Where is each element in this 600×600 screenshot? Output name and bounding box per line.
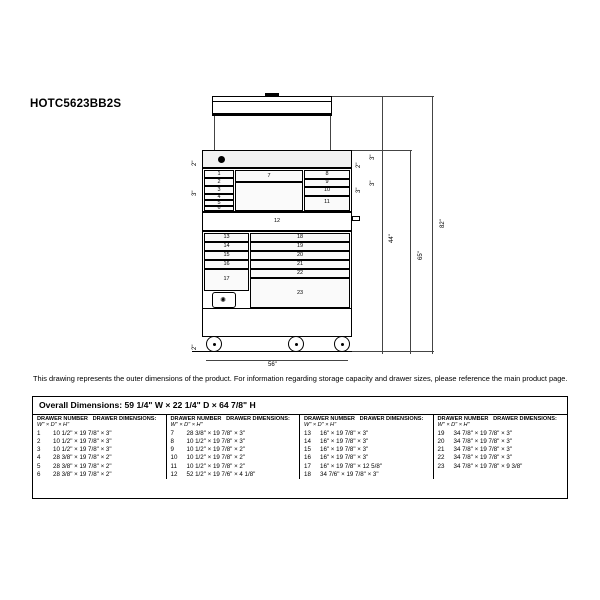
- drawing-note: This drawing represents the outer dimensions of the product. For information regarding storage capacity and drawer sizes, please reference the main product page.: [33, 374, 568, 383]
- cell-number: 6: [37, 470, 41, 478]
- overall-dimensions-value: 59 1/4" W × 22 1/4" D × 64 7/8" H: [124, 400, 256, 410]
- cell-number: 13: [304, 429, 311, 437]
- table-row: [171, 454, 296, 462]
- cell-number: 12: [170, 470, 178, 478]
- drawer-number-21: 21: [296, 261, 304, 267]
- lid-handle: [265, 93, 279, 96]
- cell-number: 3: [37, 446, 41, 454]
- drawer-number-16: 16: [223, 261, 230, 267]
- cell-dims: 10 1/2" × 19 7/8" × 3": [53, 429, 112, 437]
- drawer-number-14: 14: [223, 243, 230, 249]
- cell-number: 14: [304, 438, 311, 446]
- dim-small-3: 3": [356, 187, 362, 193]
- dim-small-4: 2": [356, 162, 362, 168]
- cell-number: 7: [170, 429, 174, 437]
- column-header-dims-sub-2: W" × D" × H": [170, 422, 203, 429]
- cell-dims: 28 3/8" × 19 7/8" × 2": [53, 454, 112, 462]
- cell-dims: 16" × 19 7/8" × 3": [320, 429, 369, 437]
- cell-number: 4: [37, 454, 41, 462]
- lid-hinge: [212, 114, 332, 116]
- table-column-1: [33, 415, 167, 479]
- table-row: [171, 471, 296, 479]
- drawer-number-13: 13: [223, 234, 230, 240]
- table-row: [438, 454, 564, 462]
- cell-dims: 34 7/8" × 19 7/8" × 3": [453, 429, 513, 437]
- cell-number: 22: [437, 454, 445, 462]
- table-row: [304, 430, 429, 438]
- drawer-number-18: 18: [296, 234, 304, 240]
- cell-dims: 16" × 19 7/8" × 12 5/8": [320, 462, 382, 470]
- drawer-number-11: 11: [324, 199, 330, 205]
- column-header-3: [304, 416, 429, 429]
- cell-number: 2: [37, 438, 41, 446]
- cell-dims: 10 1/2" × 19 7/8" × 3": [53, 446, 112, 454]
- cell-dims: 34 7/8" × 19 7/8" × 9 3/8": [453, 462, 523, 470]
- table-row: [37, 446, 162, 454]
- drawer-number-20: 20: [296, 252, 304, 258]
- overall-dimensions-label: Overall Dimensions:: [39, 400, 123, 410]
- table-row: [171, 463, 296, 471]
- drawer-number-6: 6: [217, 205, 221, 211]
- drawer-number-8: 8: [325, 171, 329, 177]
- table-columns: [33, 415, 567, 479]
- cell-dims: 28 3/8" × 19 7/8" × 3": [186, 429, 246, 437]
- column-header-dims-2: DRAWER DIMENSIONS:: [226, 416, 290, 422]
- drawer-7b: [235, 182, 303, 211]
- caster-left: [206, 336, 222, 352]
- cell-dims: 10 1/2" × 19 7/8" × 3": [53, 438, 112, 446]
- dim-chest-height: 44": [389, 234, 395, 243]
- drawer-number-5: 5: [217, 200, 221, 206]
- dim-small-7: 2": [192, 344, 198, 350]
- table-row: [438, 463, 564, 471]
- ext-line-right-1: [382, 96, 383, 354]
- dim-width-bottom: 56": [268, 362, 277, 368]
- table-row: [37, 438, 162, 446]
- table-row: [37, 471, 162, 479]
- chest-lid-open: [212, 96, 332, 114]
- table-row: [37, 454, 162, 462]
- table-row: [438, 438, 564, 446]
- drawer-number-7: 7: [267, 173, 271, 179]
- product-drawing: [170, 88, 470, 368]
- column-header-number-1: DRAWER NUMBER: [37, 416, 88, 422]
- drawer-number-10: 10: [323, 187, 331, 193]
- cell-dims: 28 3/8" × 19 7/8" × 2": [53, 462, 112, 470]
- ext-line-mid: [352, 150, 412, 151]
- column-header-number-3: DRAWER NUMBER: [304, 416, 355, 422]
- drawer-number-2: 2: [217, 179, 221, 185]
- cell-dims: 34 7/8" × 19 7/8" × 3": [453, 454, 513, 462]
- caster-center: [288, 336, 304, 352]
- cell-dims: 10 1/2" × 19 7/8" × 2": [186, 454, 246, 462]
- cell-dims: 16" × 19 7/8" × 3": [320, 454, 369, 462]
- overall-dimensions: [39, 400, 256, 410]
- column-header-number-2: DRAWER NUMBER: [170, 416, 222, 422]
- cell-number: 16: [304, 454, 311, 462]
- drawer-number-1: 1: [217, 171, 221, 177]
- cell-number: 5: [37, 462, 41, 470]
- table-row: [438, 430, 564, 438]
- lid-line: [212, 101, 332, 102]
- dim-small-2: 3": [192, 190, 198, 196]
- table-body-3: [304, 430, 429, 479]
- table-row: [171, 438, 296, 446]
- dim-cabinet-height: 65": [418, 251, 424, 260]
- drawer-number-12: 12: [273, 218, 281, 224]
- cell-dims: 10 1/2" × 19 7/8" × 2": [186, 462, 246, 470]
- drawer-number-9: 9: [325, 179, 329, 185]
- cell-number: 23: [437, 462, 445, 470]
- ext-line-right-2: [410, 150, 411, 354]
- drawer-number-15: 15: [223, 252, 230, 258]
- table-row: [304, 446, 429, 454]
- cell-number: 10: [170, 454, 178, 462]
- chest-top-knob: [218, 156, 225, 163]
- ext-line-right-3: [432, 96, 433, 354]
- column-header-1: [37, 416, 162, 429]
- cell-dims: 34 7/8" × 19 7/8" × 3": [453, 446, 513, 454]
- cell-number: 8: [170, 438, 174, 446]
- ext-line-bottom: [352, 351, 434, 352]
- cell-dims: 34 7/8" × 19 7/8" × 3": [453, 438, 513, 446]
- table-body-2: [171, 430, 296, 479]
- caster-right: [334, 336, 350, 352]
- drawer-number-23: 23: [296, 290, 304, 296]
- dim-small-5: 3": [370, 180, 376, 186]
- dimension-table: [32, 396, 568, 499]
- table-row: [304, 471, 429, 479]
- cell-dims: 28 3/8" × 19 7/8" × 2": [53, 470, 112, 478]
- ext-line-top: [332, 96, 434, 97]
- table-row: [171, 446, 296, 454]
- cell-dims: 10 1/2" × 19 7/8" × 2": [186, 446, 246, 454]
- table-row: [304, 463, 429, 471]
- cell-number: 19: [437, 429, 445, 437]
- cell-number: 9: [170, 446, 174, 454]
- column-header-4: [438, 416, 564, 429]
- drawer-number-4: 4: [217, 194, 221, 200]
- drawer-number-22: 22: [296, 270, 304, 276]
- dim-small-1: 2": [192, 160, 198, 166]
- table-column-2: [167, 415, 301, 479]
- cell-number: 1: [37, 429, 41, 437]
- dim-small-6: 3": [370, 154, 376, 160]
- table-row: [171, 430, 296, 438]
- table-row: [304, 454, 429, 462]
- column-header-2: [171, 416, 296, 429]
- table-body-1: [37, 430, 162, 479]
- cell-number: 15: [304, 446, 311, 454]
- column-header-dims-4: DRAWER DIMENSIONS:: [493, 416, 557, 422]
- column-header-dims-sub-1: W" × D" × H": [37, 422, 70, 429]
- table-column-3: [300, 415, 434, 479]
- drawer-number-17: 17: [223, 276, 230, 282]
- dim-overall-height: 82": [440, 219, 446, 228]
- cell-dims: 16" × 19 7/8" × 3": [320, 446, 369, 454]
- table-column-4: [434, 415, 568, 479]
- cell-number: 11: [170, 462, 177, 470]
- side-handle: [352, 216, 360, 221]
- column-header-dims-sub-3: W" × D" × H": [304, 422, 337, 429]
- cell-dims: 10 1/2" × 19 7/8" × 3": [186, 438, 246, 446]
- cabinet-base-rail: [202, 308, 352, 337]
- column-header-dims-sub-4: W" × D" × H": [437, 422, 470, 429]
- table-row: [304, 438, 429, 446]
- page-title: HOTC5623BB2S: [30, 98, 122, 110]
- ext-line-width-bottom: [206, 360, 348, 361]
- cell-dims: 16" × 19 7/8" × 3": [320, 438, 369, 446]
- table-row: [438, 446, 564, 454]
- cell-number: 18: [304, 470, 311, 478]
- cell-number: 17: [304, 462, 311, 470]
- drawer-number-3: 3: [217, 187, 221, 193]
- cell-dims: 52 1/2" × 19 7/6" × 4 1/8": [186, 470, 256, 478]
- drawer-number-19: 19: [296, 243, 304, 249]
- cell-number: 21: [437, 446, 445, 454]
- table-row: [37, 430, 162, 438]
- table-row: [37, 463, 162, 471]
- column-header-number-4: DRAWER NUMBER: [437, 416, 489, 422]
- table-body-4: [438, 430, 564, 471]
- column-header-dims-3: DRAWER DIMENSIONS:: [359, 416, 424, 422]
- column-header-dims-1: DRAWER DIMENSIONS:: [92, 416, 157, 422]
- cell-number: 20: [437, 438, 445, 446]
- cell-dims: 34 7/6" × 19 7/8" × 3": [320, 470, 379, 478]
- brand-logo-mark: ✺: [220, 297, 226, 304]
